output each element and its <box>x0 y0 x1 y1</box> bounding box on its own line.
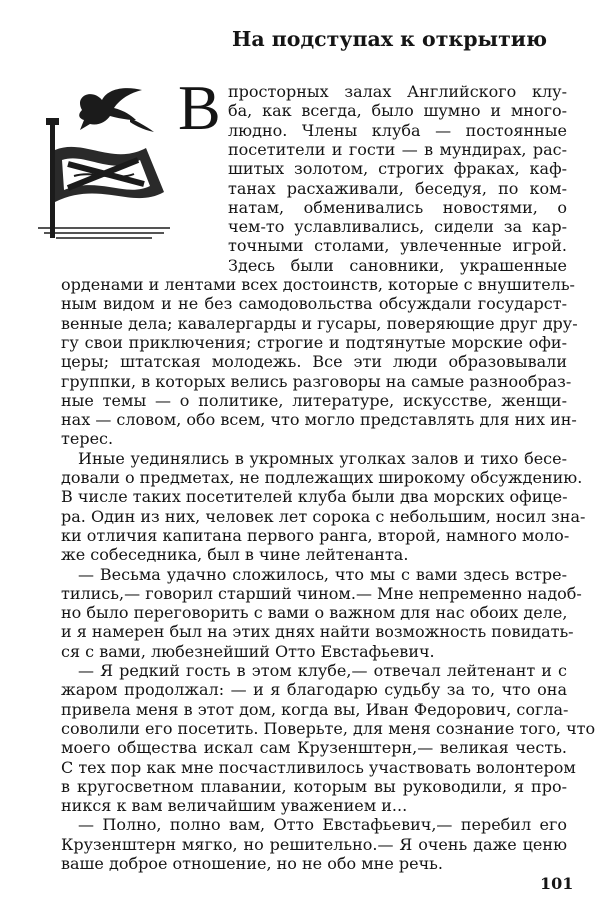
text-line: орденами и лентами всех достоинств, которые с внушитель- <box>61 275 575 294</box>
text-line: ки отличия капитана первого ранга, второй, намного моло- <box>61 525 570 545</box>
seagull-and-flag-vignette <box>34 80 174 240</box>
text-line: чем-то уславливались, сидели за кар- <box>228 217 567 237</box>
text-line: и я намерен был на этих днях найти возможность повидать- <box>61 622 574 642</box>
text-line: соволили его посетить. Поверьте, для меня сознание того, что <box>61 718 596 738</box>
text-line: — Весьма удачно сложилось, что мы с вами здесь встре- <box>78 564 567 584</box>
text-line: же собеседника, был в чине лейтенанта. <box>61 545 409 565</box>
text-line: моего общества искал сам Крузенштерн,— великая честь. <box>61 738 567 758</box>
text-line: Крузенштерн мягко, но решительно.— Я очень даже ценю <box>61 834 567 854</box>
text-line: ваше доброе отношение, но не обо мне речь. <box>61 854 443 873</box>
text-line: шитых золотом, строгих фраках, каф- <box>228 159 567 179</box>
text-line: танах расхаживали, беседуя, по ком- <box>228 178 567 198</box>
text-line: венные дела; кавалергарды и гусары, поверяющие друг дру- <box>61 313 578 333</box>
page-number: 101 <box>540 874 574 893</box>
text-line: ба, как всегда, было шумно и много- <box>228 101 567 121</box>
text-line: натам, обменивались новостями, о <box>228 197 567 217</box>
text-line: ные темы — о политике, литературе, искусстве, женщи- <box>61 390 567 410</box>
text-line: никся к вам величайшим уважением и... <box>61 796 408 816</box>
text-line: довали о предметах, не подлежащих широкому обсуждению. <box>61 468 583 487</box>
chapter-title: На подступах к открытию <box>232 27 548 51</box>
text-line: ра. Один из них, человек лет сорока с небольшим, носил зна- <box>61 506 586 526</box>
text-line: но было переговорить с вами о важном для нас обоих деле, <box>61 603 568 623</box>
text-line: в кругосветном плавании, которым вы руководили, я про- <box>61 776 567 796</box>
text-line: привела меня в этот дом, когда вы, Иван Федорович, согла- <box>61 699 569 719</box>
text-line: нах — словом, обо всем, что могло представлять для них ин- <box>61 410 577 430</box>
text-line: — Я редкий гость в этом клубе,— отвечал лейтенант и с <box>78 661 567 680</box>
text-line: тились,— говорил старший чином.— Мне непременно надоб- <box>61 583 582 603</box>
text-line: гу свои приключения; строгие и подтянутые морские офи- <box>61 332 567 352</box>
text-line: просторных залах Английского клу- <box>228 82 567 101</box>
text-line: терес. <box>61 429 114 449</box>
text-line: — Полно, полно вам, Отто Евстафьевич,— перебил его <box>78 815 567 835</box>
text-line: посетители и гости — в мундирах, рас- <box>228 139 567 159</box>
text-line: ся с вами, любезнейший Отто Евстафьевич. <box>61 641 435 661</box>
text-line: церы; штатская молодежь. Все эти люди образовывали <box>61 352 567 372</box>
text-line: группки, в которых велись разговоры на самые разнообраз- <box>61 371 572 391</box>
text-line: ным видом и не без самодовольства обсуждали государст- <box>61 294 567 314</box>
text-line: точными столами, увлеченные игрой. <box>228 236 567 256</box>
text-line: Иные уединялись в укромных уголках залов и тихо бесе- <box>78 448 567 468</box>
text-line: С тех пор как мне посчастливилось участвовать волонтером <box>61 757 576 777</box>
text-line: Здесь были сановники, украшенные <box>228 255 567 275</box>
text-line: людно. Члены клуба — постоянные <box>228 120 567 140</box>
text-line: жаром продолжал: — и я благодарю судьбу за то, что она <box>61 680 567 700</box>
text-line: В числе таких посетителей клуба были два морских офице- <box>61 487 568 507</box>
drop-cap: В <box>178 72 221 143</box>
